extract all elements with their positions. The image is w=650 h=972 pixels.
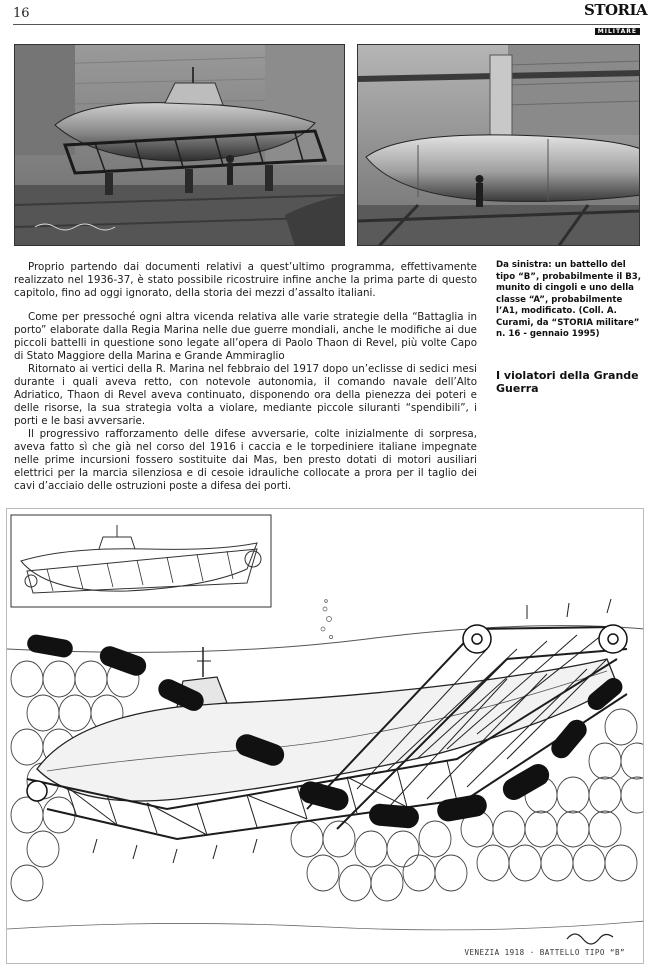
main-paragraph-block bbox=[14, 311, 477, 493]
photo-caption: Da sinistra: un battello del tipo “B”, probabilmente il B3, munito di cingoli e uno della classe “A”, probabilmente l’A1, modificato. (Coll. A. Curami, da “STORIA militare” n. 16 - gennaio 1995) bbox=[496, 260, 641, 339]
submarine-drawing bbox=[6, 508, 644, 964]
paragraph-1: Proprio partendo dai documenti relativi a quest’ultimo programma, effettivamente realizzato nel 1936-37, è stato possibile ricostruire infine anche la prima parte di questo capitolo, fino ad oggi ignorato, della storia dei mezzi d’assalto italiani. bbox=[14, 261, 477, 299]
paragraph-2: Come per pressoché ogni altra vicenda relativa alle varie strategie della “Battaglia in porto” elaborate dalla Regia Marina nelle due guerre mondiali, anche le modifiche ai due piccoli battelli in questione sono legate all’opera di Paolo Thaon di Revel, più volte Capo di Stato Maggiore della Marina e Grande Ammiraglio bbox=[14, 311, 477, 362]
intro-paragraph-block bbox=[14, 261, 477, 300]
logo-main: STORIA bbox=[584, 1, 648, 19]
logo-sub: MILITARE bbox=[595, 28, 640, 35]
header-rule bbox=[13, 24, 640, 25]
page-number: 16 bbox=[13, 6, 30, 21]
paragraph-4: Il progressivo rafforzamento delle difese avversarie, colte inizialmente di sorpresa, aveva fatto sì che già nel corso del 1916 i caccia e le torpediniere italiane impegnate nelle prime incursioni fossero sostituite dai Mas, ben presto dotati di motori ausiliari elettrici per la marcia silenziosa e di cesoie idrauliche collocate a prora per il taglio dei cavi d’acciaio delle ostruzioni poste a difesa dei porti. bbox=[14, 428, 477, 492]
paragraph-3: Ritornato ai vertici della R. Marina nel febbraio del 1917 dopo un’eclisse di sedici mesi durante i quali aveva retto, con notevole autonomia, il comando navale dell’Alto Adriatico, Thaon di Revel aveva continuato, disponendo ora della pienezza dei poteri e delle risorse, la sua strategia volta a violare, mediante piccole siluranti “spendibili”, i porti e le basi avversarie. bbox=[14, 363, 477, 427]
section-sidehead: I violatori della Grande Guerra bbox=[496, 369, 639, 395]
photo-submarine-b3 bbox=[14, 44, 345, 246]
photo-submarine-a1 bbox=[357, 44, 640, 246]
drawing-annotation: VENEZIA 1918 · BATTELLO TIPO “B” bbox=[464, 948, 625, 957]
magazine-logo bbox=[584, 1, 648, 37]
